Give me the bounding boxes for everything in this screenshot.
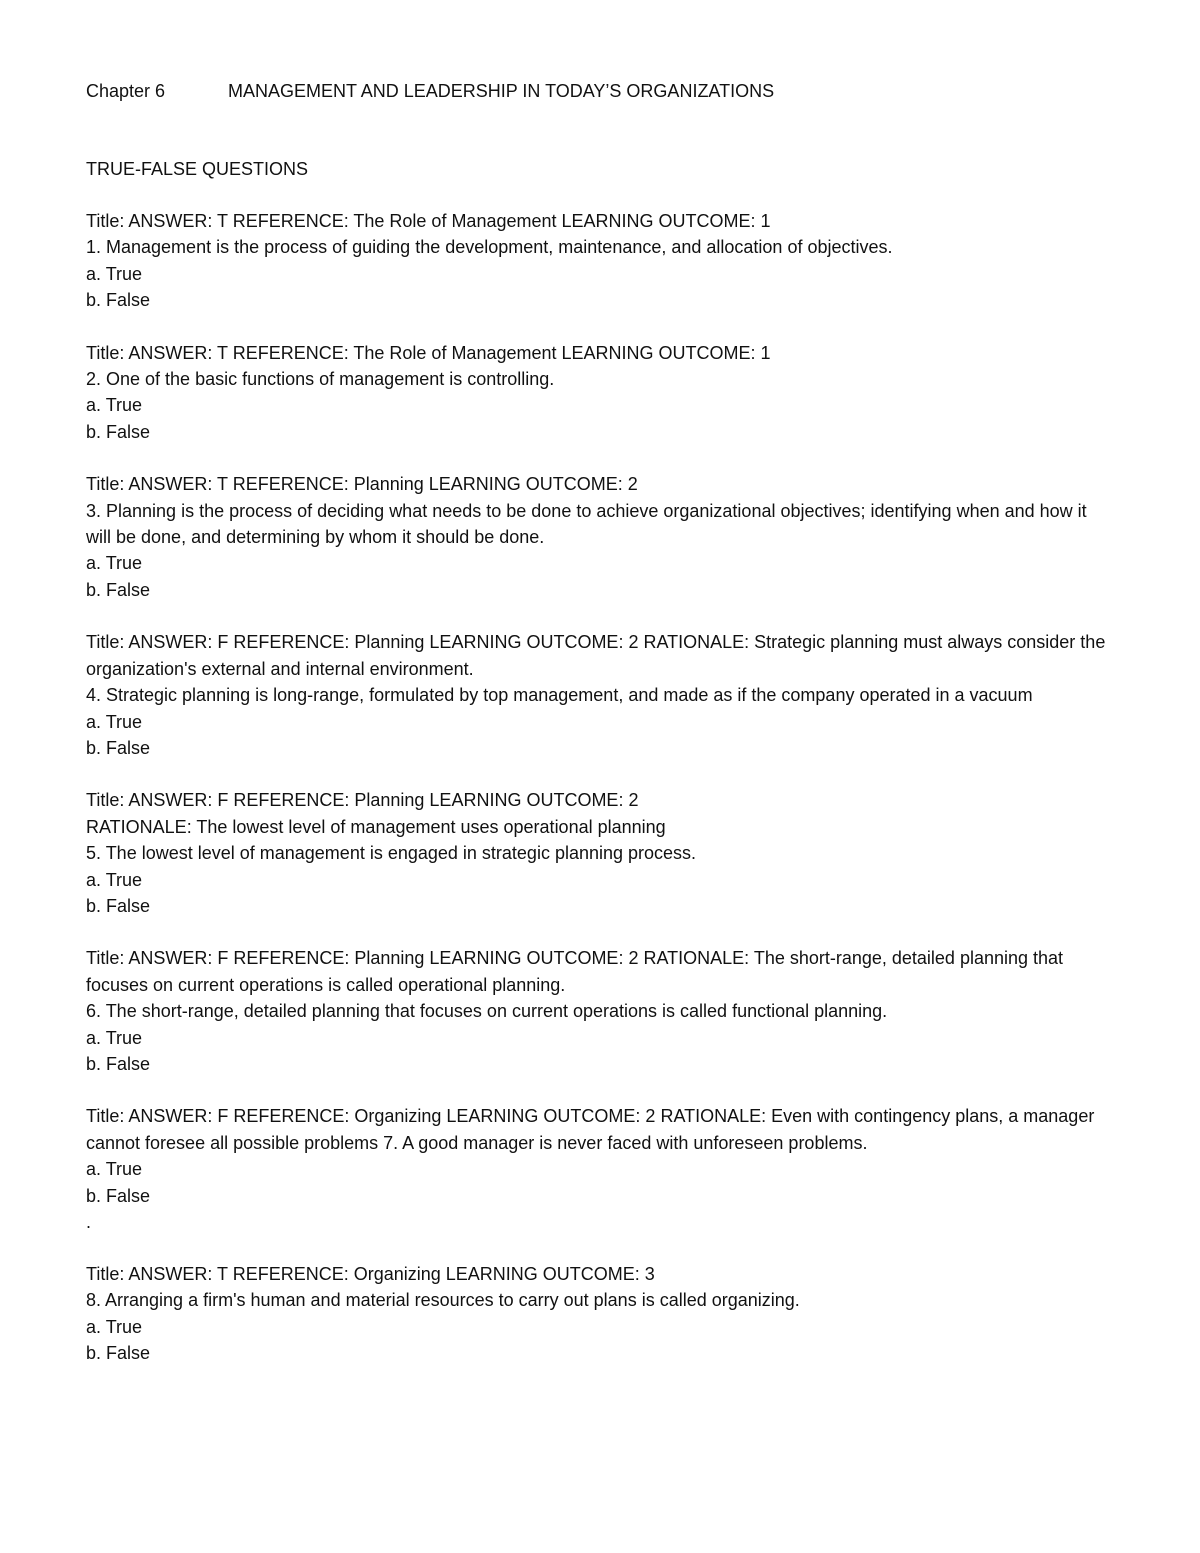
question-block [86, 340, 1116, 446]
question-meta: Title: ANSWER: T REFERENCE: Organizing LEARNING OUTCOME: 3 [86, 1264, 655, 1284]
option-b: b. False [86, 1185, 151, 1206]
question-text: 5. The lowest level of management is engaged in strategic planning process. [86, 843, 697, 864]
question-meta: Title: ANSWER: T REFERENCE: Planning LEARNING OUTCOME: 2 [86, 474, 638, 495]
question-block [86, 471, 1116, 603]
question-meta: Title: ANSWER: F REFERENCE: Organizing LEARNING OUTCOME: 2 RATIONALE: Even with contingency plans, a manager cannot foresee all possible problems 7. A good manager is never faced with unforeseen problems. [86, 1106, 1095, 1153]
section-heading: TRUE-FALSE QUESTIONS [86, 159, 309, 179]
option-a: a. True [86, 553, 143, 574]
question-text: 1. Management is the process of guiding the development, maintenance, and allocation of objectives. [86, 237, 893, 258]
question-text: 2. One of the basic functions of management is controlling. [86, 369, 555, 390]
chapter-header [86, 78, 1116, 104]
question-block [86, 1103, 1116, 1235]
question-text: 6. The short-range, detailed planning that focuses on current operations is called functional planning. [86, 1001, 888, 1022]
question-text: 8. Arranging a firm's human and material resources to carry out plans is called organizing. [86, 1290, 800, 1311]
question-block [86, 945, 1116, 1077]
question-block [86, 1261, 1116, 1367]
question-block [86, 787, 1116, 919]
question-meta: Title: ANSWER: T REFERENCE: The Role of Management LEARNING OUTCOME: 1 [86, 342, 771, 363]
question-text: 3. Planning is the process of deciding what needs to be done to achieve organizational objectives; identifying when and how it will be done, and determining by whom it should be done. [86, 500, 1087, 548]
questions-list [86, 208, 1116, 1367]
option-b: b. False [86, 1053, 151, 1074]
option-b: b. False [86, 290, 151, 311]
document-content [86, 78, 1116, 1393]
question-meta: Title: ANSWER: F REFERENCE: Planning LEARNING OUTCOME: 2 RATIONALE: Strategic planning must always consider the organization's external and internal environment. [86, 632, 1106, 679]
question-meta: Title: ANSWER: F REFERENCE: Planning LEARNING OUTCOME: 2 [86, 790, 639, 811]
option-b: b. False [86, 579, 151, 600]
option-b: b. False [86, 895, 151, 916]
question-text: 4. Strategic planning is long-range, formulated by top management, and made as if the company operated in a vacuum [86, 685, 1033, 706]
option-a: a. True [86, 869, 143, 890]
option-b: b. False [86, 421, 151, 442]
option-a: a. True [86, 263, 143, 284]
option-a: a. True [86, 395, 143, 416]
chapter-number: Chapter 6 [86, 81, 166, 101]
chapter-title: MANAGEMENT AND LEADERSHIP IN TODAY’S ORGANIZATIONS [228, 81, 775, 101]
option-a: a. True [86, 1159, 143, 1180]
trailing-dot: . [86, 1212, 92, 1232]
question-block [86, 629, 1116, 761]
question-meta: Title: ANSWER: F REFERENCE: Planning LEARNING OUTCOME: 2 RATIONALE: The short-range, detailed planning that focuses on current operations is called operational planning. [86, 948, 1064, 995]
question-block [86, 208, 1116, 314]
question-meta: Title: ANSWER: T REFERENCE: The Role of Management LEARNING OUTCOME: 1 [86, 211, 771, 231]
option-a: a. True [86, 1027, 143, 1048]
option-a: a. True [86, 711, 143, 732]
option-a: a. True [86, 1316, 143, 1337]
question-rationale: RATIONALE: The lowest level of management uses operational planning [86, 816, 666, 837]
option-b: b. False [86, 1343, 151, 1364]
option-b: b. False [86, 737, 151, 758]
